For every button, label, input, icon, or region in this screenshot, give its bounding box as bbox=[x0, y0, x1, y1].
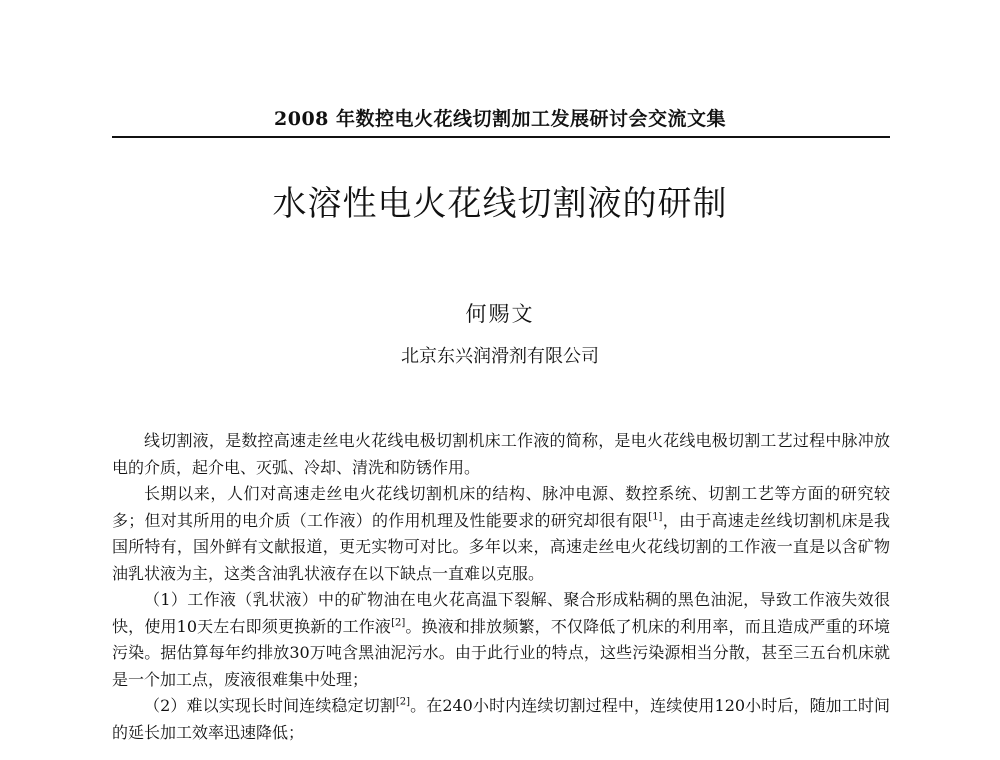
article-body bbox=[112, 428, 890, 746]
citation-ref-1: [1] bbox=[648, 511, 663, 523]
paragraph-2-text-a: 长期以来，人们对高速走丝电火花线切割机床的结构、脉冲电源、数控系统、切割工艺等方面的研究较多；但对其所用的电介质（工作液）的作用机理及性能要求的研究却很有限 bbox=[112, 484, 890, 530]
paragraph-4 bbox=[112, 693, 890, 746]
article-title: 水溶性电火花线切割液的研制 bbox=[272, 184, 728, 224]
paragraph-2-text-b: ，由于高速走丝线切割机床是我国所特有，国外鲜有文献报道，更无实物可对比。多年以来，高速走丝电火花线切割的工作液一直是以含矿物油乳状液为主，这类含油乳状液存在以下缺点一直难以克服。 bbox=[112, 510, 890, 583]
paragraph-3-text-b: 。换液和排放频繁，不仅降低了机床的利用率，而且造成严重的环境污染。据估算每年约排放30万吨含黑油泥污水。由于此行业的特点，这些污染源相当分散，甚至三五台机床就是一个加工点，废液很难集中处理； bbox=[112, 616, 890, 689]
author-affiliation: 北京东兴润滑剂有限公司 bbox=[401, 346, 599, 367]
paragraph-3-text-a: （1）工作液（乳状液）中的矿物油在电火花高温下裂解、聚合形成粘稠的黑色油泥，导致工作液失效很快，使用10天左右即须更换新的工作液 bbox=[112, 590, 890, 636]
paragraph-2 bbox=[112, 481, 890, 587]
paragraph-4-text-b: 。在240小时内连续切割过程中，连续使用120小时后，随加工时间的延长加工效率迅速降低； bbox=[112, 696, 890, 742]
running-header: 2008 年数控电火花线切割加工发展研讨会交流文集 bbox=[274, 108, 726, 130]
paragraph-3 bbox=[112, 587, 890, 693]
citation-ref-3: [2] bbox=[395, 696, 411, 708]
header-rule bbox=[112, 136, 890, 138]
paragraph-1: 线切割液，是数控高速走丝电火花线电极切割机床工作液的简称，是电火花线电极切割工艺过程中脉冲放电的介质，起介电、灭弧、冷却、清洗和防锈作用。 bbox=[112, 431, 890, 477]
paragraph-4-text-a: （2）难以实现长时间连续稳定切割 bbox=[144, 696, 396, 715]
author-name: 何赐文 bbox=[465, 302, 535, 326]
citation-ref-2: [2] bbox=[391, 617, 406, 629]
